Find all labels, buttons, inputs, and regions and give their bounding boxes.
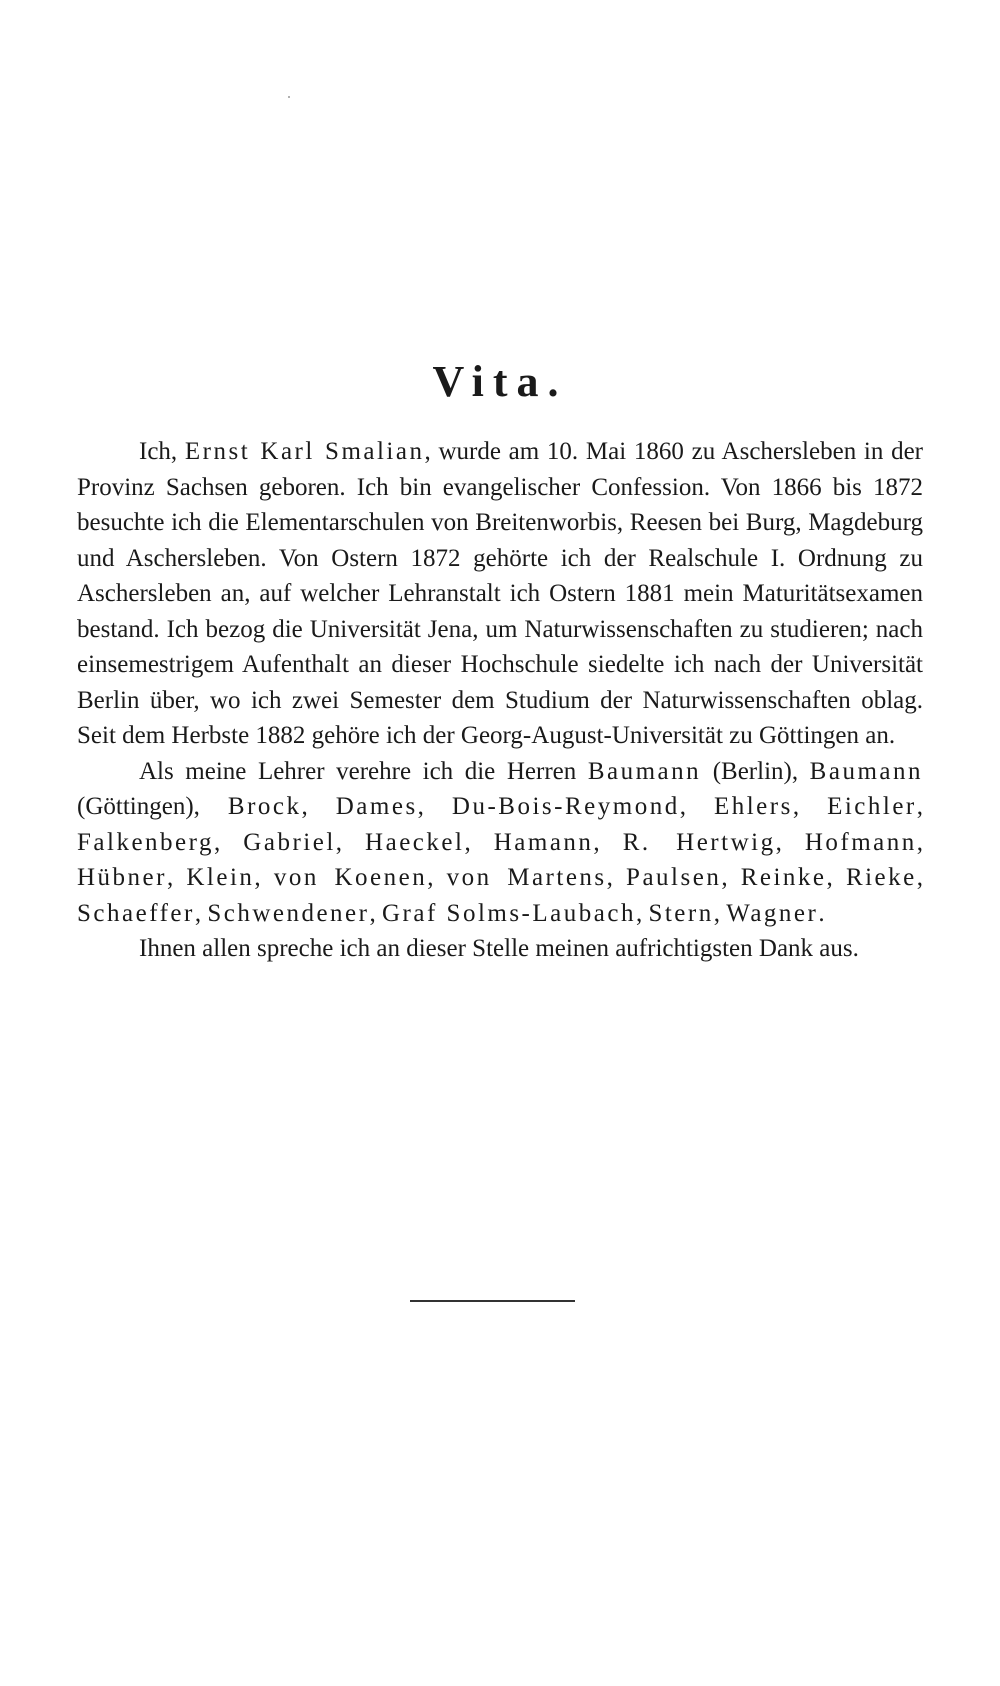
spaced-name: Paulsen <box>626 864 722 891</box>
spaced-name: Hofmann <box>804 828 917 856</box>
paragraph-thanks <box>77 931 923 967</box>
text-run: , <box>464 828 494 856</box>
text-run: Als meine Lehrer verehre ich die Herren <box>139 757 588 785</box>
spaced-name: Dames <box>335 793 418 820</box>
paragraph-teachers <box>77 754 923 932</box>
spaced-name: Hamann <box>493 828 594 856</box>
text-run: , <box>335 828 366 856</box>
scan-speck <box>288 96 290 98</box>
text-run: (Göttingen), <box>77 793 228 820</box>
text-run: , <box>775 828 805 856</box>
spaced-name: Schwendener <box>207 899 370 927</box>
spaced-name: von Koenen <box>273 864 428 891</box>
spaced-name: Baumann <box>587 757 702 785</box>
spaced-name: Haeckel <box>365 828 465 856</box>
page-title: Vita. <box>432 357 568 406</box>
spaced-name: Schaeffer <box>77 899 195 927</box>
spaced-name: Gabriel <box>243 828 336 856</box>
text-run: , <box>369 899 382 927</box>
text-run: , <box>427 864 447 891</box>
vita-text <box>77 434 923 967</box>
text-run: , <box>635 899 649 927</box>
spaced-name: Brock <box>227 793 302 820</box>
text-run: , <box>194 899 208 927</box>
spaced-name: Graf Solms-Laubach <box>381 899 636 927</box>
spaced-name: Du-Bois-Reymond <box>451 793 680 820</box>
text-run: , <box>214 828 244 856</box>
text-run: (Berlin), <box>701 757 810 785</box>
text-run: , <box>826 864 846 891</box>
text-run: , <box>679 793 714 820</box>
text-run: , wurde am 10. Mai 1860 zu Aschersleben in der Provinz Sachsen geboren. Ich bin evangelischer Confession. Von 1866 bis 1872 besuchte ich die Elementarschulen von Breitenworbis, Reesen bei Burg, Magdeburg und Aschersleben. Von Ostern 1872 gehörte ich der Realschule I. Ordnung zu Aschersleben an, auf welcher Lehranstalt ich Ostern 1881 mein Maturitätsexamen bestand. Ich bezog die Universität Jena, um Naturwissenschaften zu studieren; nach einsemestrigem Aufenthalt an dieser Hochschule siedelte ich nach der Universität Berlin über, wo ich zwei Semester dem Studium der Naturwissenschaften oblag. Seit dem Herbste 1882 gehöre ich der Georg-August-Universität zu Göttingen an. <box>77 438 924 749</box>
spaced-name: Falkenberg <box>77 828 215 856</box>
spaced-name: Stern <box>648 899 714 927</box>
paragraph-biography <box>77 434 923 754</box>
text-run: , <box>301 793 336 820</box>
text-run: , <box>606 864 627 891</box>
text-run: , <box>593 828 623 856</box>
text-run: Ich, <box>139 438 185 465</box>
spaced-name: R. Hertwig <box>622 828 776 856</box>
spaced-name: Ernst Karl Smalian <box>184 438 425 465</box>
spaced-name: von Martens <box>446 864 607 891</box>
text-run: , <box>792 793 828 820</box>
text-run: , <box>417 793 452 820</box>
spaced-name: Wagner <box>726 899 819 927</box>
text-run: , <box>721 864 741 891</box>
text-run: , <box>916 828 924 856</box>
text-run: , <box>916 864 924 891</box>
spaced-name: Hübner <box>77 864 167 891</box>
spaced-name: Reinke <box>740 864 827 891</box>
spaced-name: Rieke <box>845 864 917 891</box>
text-run: Ihnen allen spreche ich an dieser Stelle meinen aufrichtigsten Dank aus. <box>139 935 859 962</box>
closing-rule <box>410 1300 575 1302</box>
text-run: , <box>713 899 727 927</box>
text-run: , <box>166 864 187 891</box>
text-run: , <box>254 864 274 891</box>
spaced-name: Klein <box>186 864 255 891</box>
spaced-name: Ehlers <box>713 793 793 820</box>
spaced-name: Baumann <box>809 757 923 785</box>
text-run: . <box>818 899 825 927</box>
text-run: , <box>916 793 924 820</box>
spaced-name: Eichler <box>827 793 917 820</box>
